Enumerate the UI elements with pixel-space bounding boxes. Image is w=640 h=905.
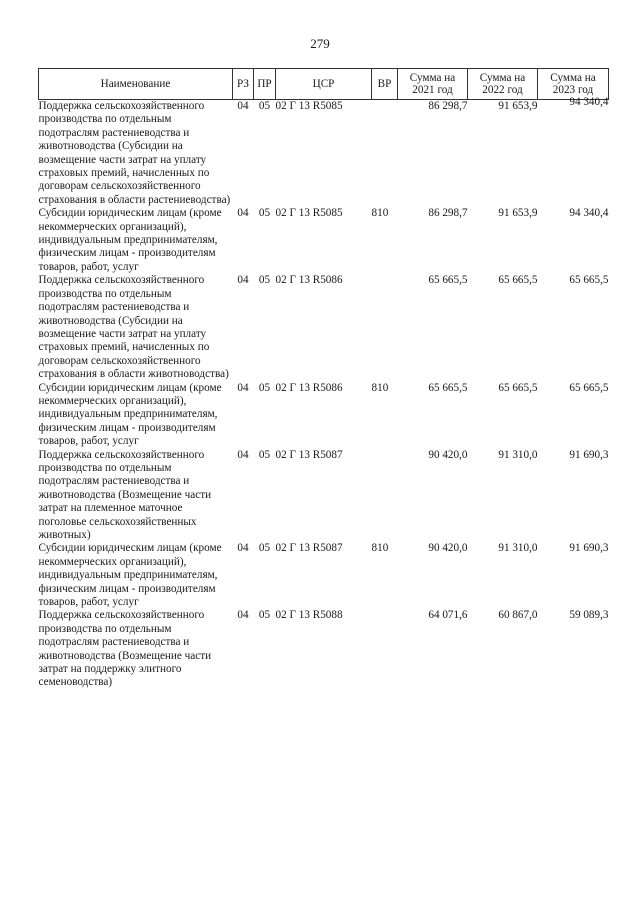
row-sum-2021: 64 071,6 (428, 609, 468, 622)
row-sum-2023: 65 665,5 (569, 274, 609, 287)
row-csr: 02 Г 13 R5086 (275, 381, 343, 394)
row-sum-2023: 59 089,3 (569, 609, 609, 622)
header-rz: РЗ (233, 69, 254, 100)
row-sum-2023: 91 690,3 (569, 448, 609, 461)
row-csr: 02 Г 13 R5086 (275, 274, 343, 287)
row-csr: 02 Г 13 R5088 (275, 609, 343, 622)
row-rz: 04 (237, 274, 249, 287)
row-sum-2021: 65 665,5 (428, 381, 468, 394)
row-vr: 810 (371, 381, 389, 394)
row-pr: 05 (258, 274, 271, 287)
row-sum-2022: 91 310,0 (498, 448, 538, 461)
row-sum-2023: 94 340,4 (569, 207, 609, 220)
row-vr: 810 (371, 542, 389, 555)
row-sum-2022: 91 310,0 (498, 542, 538, 555)
row-sum-2022: 65 665,5 (498, 274, 538, 287)
row-sum-2023: 94 340,4 (569, 96, 609, 108)
row-rz: 04 (237, 381, 249, 394)
row-rz: 04 (237, 448, 249, 461)
row-name: Поддержка сельскохозяйственного производства по отдельным подотраслям растениеводства и животноводства (Возмещение части затрат на поддержку элитного семеноводства) (38, 609, 212, 689)
row-csr: 02 Г 13 R5085 (275, 100, 343, 112)
row-rz: 04 (237, 609, 249, 622)
row-sum-2023: 65 665,5 (569, 381, 609, 394)
row-rz: 04 (237, 100, 249, 112)
table-header-row (39, 69, 609, 100)
row-name: Субсидии юридическим лицам (кроме некоммерческих организаций), индивидуальным предпринимателям, физическим лицам - производителям товаров, работ, услуг (38, 381, 222, 448)
row-pr: 05 (258, 381, 271, 394)
page-number: 279 (310, 36, 330, 51)
table-row (39, 449, 609, 543)
row-sum-2021: 65 665,5 (428, 274, 468, 287)
row-vr (372, 274, 398, 381)
table-row (39, 207, 609, 274)
table-row (39, 382, 609, 449)
row-csr: 02 Г 13 R5087 (275, 542, 343, 555)
row-sum-2022: 60 867,0 (498, 609, 538, 622)
row-csr: 02 Г 13 R5087 (275, 448, 343, 461)
row-pr: 05 (258, 609, 271, 622)
row-sum-2022: 65 665,5 (498, 381, 538, 394)
row-name: Поддержка сельскохозяйственного производства по отдельным подотраслям растениеводства и животноводства (Субсидии на возмещение части затрат на уплату страховых премий, начисленных по договорам сельскохозяйственного страхования в области животноводства) (38, 274, 229, 381)
row-vr (372, 100, 398, 208)
row-vr (372, 449, 398, 543)
header-sum-2022: Сумма на 2022 год (468, 69, 538, 100)
row-sum-2021: 86 298,7 (428, 207, 468, 220)
row-vr: 810 (371, 207, 389, 220)
header-sum-2021: Сумма на 2021 год (398, 69, 468, 100)
table-row (39, 542, 609, 609)
row-sum-2022: 91 653,9 (498, 100, 538, 112)
row-name: Субсидии юридическим лицам (кроме некоммерческих организаций), индивидуальным предпринимателям, физическим лицам - производителям товаров, работ, услуг (38, 542, 222, 609)
row-name: Поддержка сельскохозяйственного производства по отдельным подотраслям растениеводства и животноводства (Субсидии на возмещение части затрат на уплату страховых премий, начисленных по договорам сельскохозяйственного страхования в области растениеводства) (38, 100, 231, 206)
header-vr: ВР (372, 69, 398, 100)
row-name: Поддержка сельскохозяйственного производства по отдельным подотраслям растениеводства и животноводства (Возмещение части затрат на племенное маточное поголовье сельскохозяйственных животных) (38, 448, 212, 541)
table-row (39, 274, 609, 381)
budget-table (38, 68, 609, 690)
row-csr: 02 Г 13 R5085 (275, 207, 343, 220)
row-sum-2022: 91 653,9 (498, 207, 538, 220)
row-rz: 04 (237, 207, 249, 220)
row-sum-2023: 91 690,3 (569, 542, 609, 555)
row-vr (372, 609, 398, 689)
row-sum-2021: 90 420,0 (428, 448, 468, 461)
row-name: Субсидии юридическим лицам (кроме некоммерческих организаций), индивидуальным предпринимателям, физическим лицам - производителям товаров, работ, услуг (38, 207, 222, 273)
row-pr: 05 (258, 207, 271, 220)
header-pr: ПР (254, 69, 276, 100)
row-pr: 05 (258, 542, 271, 555)
row-pr: 05 (258, 100, 271, 112)
header-sum-2023: Сумма на 2023 год (538, 69, 609, 100)
row-pr: 05 (258, 448, 271, 461)
row-sum-2021: 86 298,7 (428, 100, 468, 112)
table-row (39, 100, 609, 208)
header-name: Наименование (39, 69, 233, 100)
row-rz: 04 (237, 542, 249, 555)
table-row (39, 609, 609, 689)
header-csr: ЦСР (276, 69, 372, 100)
row-sum-2021: 90 420,0 (428, 542, 468, 555)
